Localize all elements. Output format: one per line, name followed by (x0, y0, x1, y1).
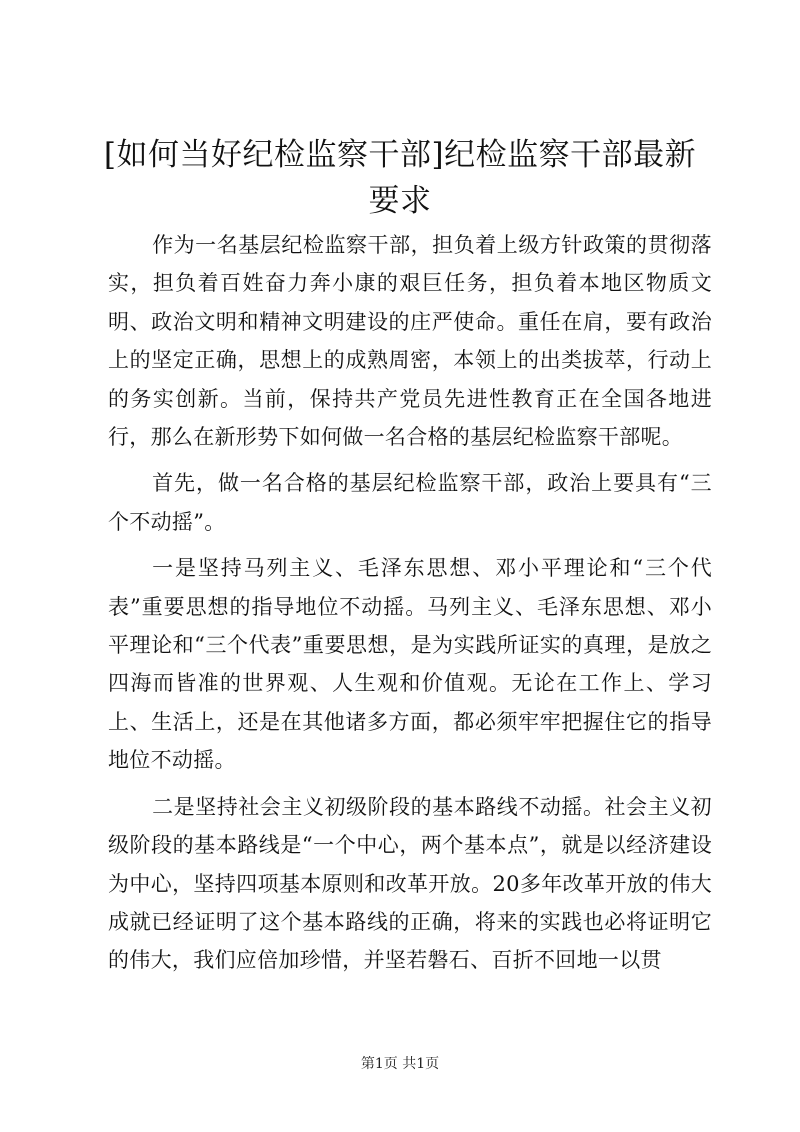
page-footer: 第1页 共1页 (360, 1056, 440, 1072)
document-body (108, 226, 712, 988)
paragraph-intro: 作为一名基层纪检监察干部，担负着上级方针政策的贯彻落实，担负着百姓奋力奔小康的艰巨任务，担负着本地区物质文明、政治文明和精神文明建设的庄严使命。重任在肩，要有政治上的坚定正确，思想上的成熟周密，本领上的出类拔萃，行动上的务实创新。当前，保持共产党员先进性教育正在全国各地进行，那么在新形势下如何做一名合格的基层纪检监察干部呢。 (108, 233, 712, 450)
paragraph-first: 首先，做一名合格的基层纪检监察干部，政治上要具有“三个不动摇”。 (108, 471, 712, 534)
document-title: [如何当好纪检监察干部]纪检监察干部最新要求 (103, 137, 697, 219)
paragraph-point-two: 二是坚持社会主义初级阶段的基本路线不动摇。社会主义初级阶段的基本路线是“一个中心，两个基本点”，就是以经济建设为中心，坚持四项基本原则和改革开放。20多年改革开放的伟大成就已经证明了这个基本路线的正确，将来的实践也必将证明它的伟大，我们应倍加珍惜，并坚若磐石、百折不回地一以贯 (108, 794, 712, 973)
paragraph-point-one: 一是坚持马列主义、毛泽东思想、邓小平理论和“三个代表”重要思想的指导地位不动摇。马列主义、毛泽东思想、邓小平理论和“三个代表”重要思想，是为实践所证实的真理，是放之四海而皆准的世界观、人生观和价值观。无论在工作上、学习上、生活上，还是在其他诸多方面，都必须牢牢把握住它的指导地位不动摇。 (108, 556, 712, 773)
